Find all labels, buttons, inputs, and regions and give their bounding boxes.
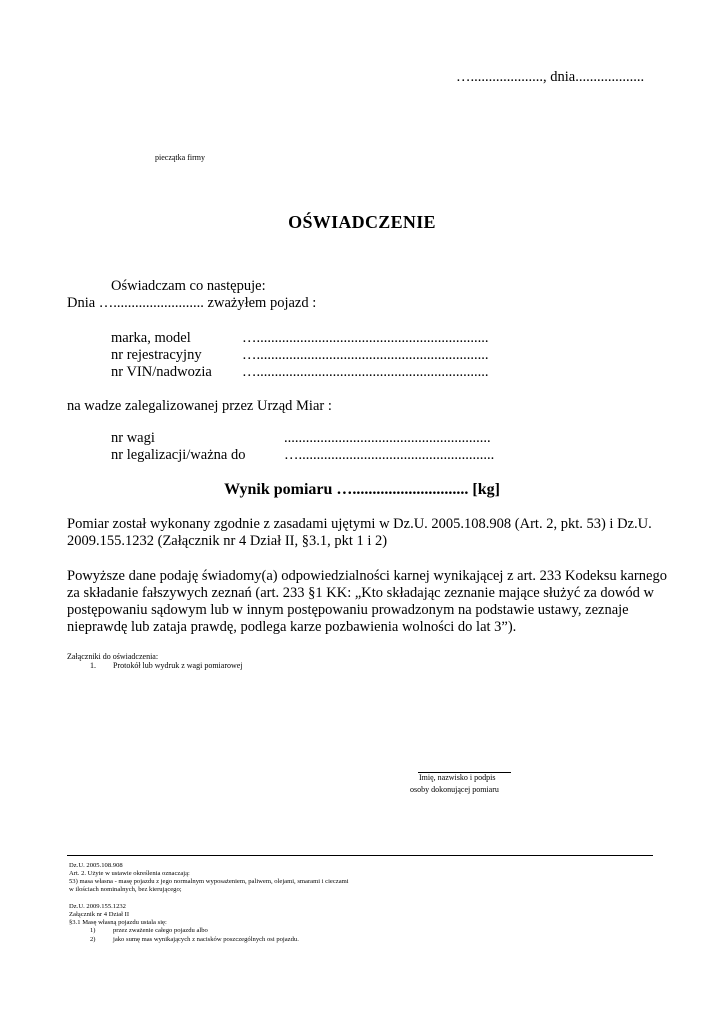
- footnote-item: jako sumę mas wynikających z nacisków poszczególnych osi pojazdu.: [113, 936, 299, 943]
- document-title: OŚWIADCZENIE: [288, 212, 436, 232]
- footnote-item: przez zważenie całego pojazdu albo: [113, 927, 208, 934]
- vehicle-field-value: …................................................................: [242, 330, 489, 346]
- footnote-line: Art. 2. Użyte w ustawie określenia oznaczają:: [69, 870, 190, 877]
- vehicle-field-label: marka, model: [111, 330, 191, 346]
- footnote-item-number: 1): [90, 927, 96, 934]
- measurement-result: Wynik pomiaru …............................. [kg]: [224, 481, 500, 498]
- signature-caption: Imię, nazwisko i podpis: [419, 773, 496, 782]
- vehicle-field-value: …................................................................: [242, 364, 489, 380]
- vehicle-field-label: nr VIN/nadwozia: [111, 364, 212, 380]
- footnote-line: 53) masa własna - masę pojazdu z jego normalnym wyposażeniem, paliwem, olejami, smarami i cieczami: [69, 878, 349, 885]
- liability-paragraph: Powyższe dane podaję świadomy(a) odpowiedzialności karnej wynikającej z art. 233 Kodeksu karnego za składanie fałszywych zeznań (art. 233 §1 KK: „Kto składając zeznanie mające służyć za dowód w postępowaniu sądowym lub w innym postępowaniu prowadzonym na podstawie ustawy, zeznaje nieprawdę lub zataja prawdę, podlega karze pozbawienia wolności do lat 3”).: [67, 568, 667, 635]
- footnote-line: Dz.U. 2005.108.908: [69, 862, 123, 869]
- attachment-item: Protokół lub wydruk z wagi pomiarowej: [113, 661, 243, 670]
- intro-line: Oświadczam co następuje:: [111, 278, 266, 294]
- attachments-heading: Załączniki do oświadczenia:: [67, 652, 159, 661]
- footnote-line: w ilościach nominalnych, bez kierującego;: [69, 886, 182, 893]
- scale-field-label: nr legalizacji/ważna do: [111, 447, 246, 463]
- footnote-line: Dz.U. 2009.155.1232: [69, 903, 126, 910]
- scale-field-value: .........................................................: [284, 430, 491, 446]
- footnote-item-number: 2): [90, 936, 96, 943]
- place-date-line: …...................., dnia...................: [456, 69, 645, 85]
- scale-intro: na wadze zalegalizowanej przez Urząd Miar :: [67, 398, 332, 414]
- footnote-line: §3.1 Masę własną pojazdu ustala się:: [69, 919, 167, 926]
- scale-field-value: …......................................................: [284, 447, 495, 463]
- weighing-date-line: Dnia …......................... zważyłem pojazd :: [67, 295, 317, 311]
- signature-caption: osoby dokonującej pomiaru: [410, 785, 499, 794]
- legal-basis-paragraph: Pomiar został wykonany zgodnie z zasadami ujętymi w Dz.U. 2005.108.908 (Art. 2, pkt. 53) i Dz.U. 2009.155.1232 (Załącznik nr 4 Dział II, §3.1, pkt 1 i 2): [67, 516, 652, 549]
- footnote-line: Załącznik nr 4 Dział II: [69, 911, 130, 918]
- vehicle-field-value: …................................................................: [242, 347, 489, 363]
- footnote-divider: [67, 855, 653, 856]
- attachment-number: 1.: [90, 661, 96, 670]
- scale-field-label: nr wagi: [111, 430, 155, 446]
- company-stamp-label: pieczątka firmy: [155, 153, 205, 162]
- vehicle-field-label: nr rejestracyjny: [111, 347, 202, 363]
